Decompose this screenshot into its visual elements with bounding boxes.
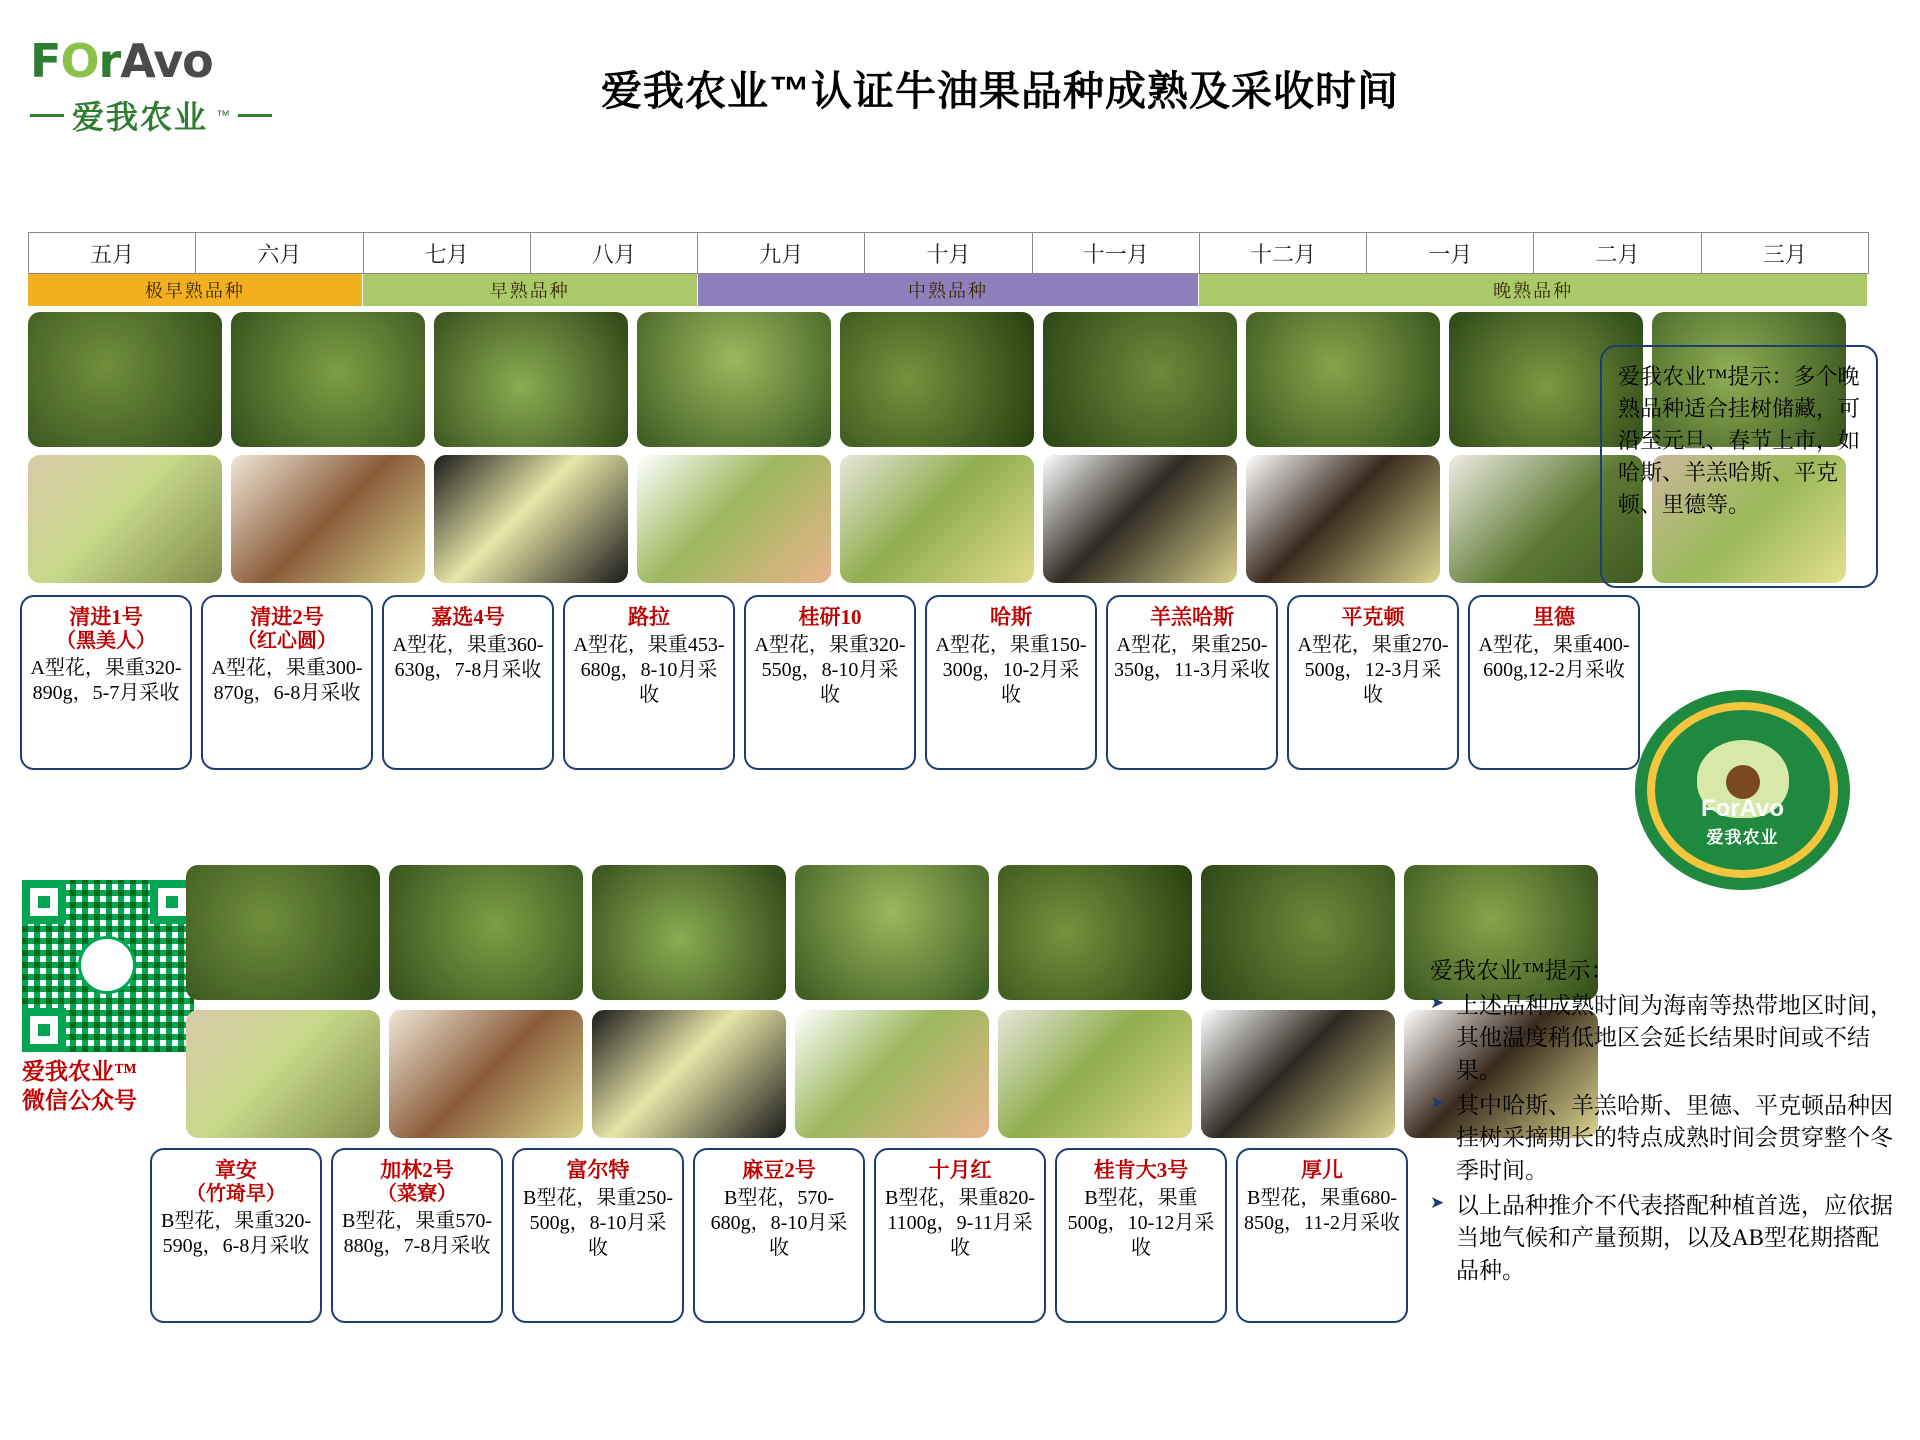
logo-rule-right xyxy=(238,114,272,117)
variety-alias: （竹琦早） xyxy=(186,1182,286,1205)
variety-description: B型花，果重320-590g，6-8月采收 xyxy=(161,1210,311,1258)
logo-letter-f: F xyxy=(30,34,61,88)
season-band: 极早熟品种 xyxy=(28,274,363,306)
variety-name: 嘉选4号 xyxy=(431,605,505,629)
variety-card[interactable] xyxy=(925,595,1097,770)
avocado-fruit-photo xyxy=(186,1010,380,1138)
avocado-fruit-photo xyxy=(231,455,425,583)
month-cell: 七月 xyxy=(363,232,531,274)
variety-card[interactable] xyxy=(1236,1148,1408,1323)
variety-card[interactable] xyxy=(150,1148,322,1323)
variety-card[interactable] xyxy=(201,595,373,770)
variety-name: 加林2号 xyxy=(380,1158,454,1182)
avocado-tree-photo xyxy=(434,312,628,447)
logo-letter-r: r xyxy=(98,34,121,88)
avocado-tree-photo xyxy=(592,865,786,1000)
variety-name: 章安 xyxy=(215,1158,257,1182)
row-b-fruit-photos xyxy=(186,1010,1598,1138)
variety-name: 清进2号 xyxy=(250,605,324,629)
variety-card[interactable] xyxy=(382,595,554,770)
avocado-tree-photo xyxy=(1043,312,1237,447)
variety-description: A型花，果重270-500g，12-3月采收 xyxy=(1297,633,1449,706)
variety-description: A型花，果重320-890g，5-7月采收 xyxy=(30,657,182,705)
logo-subtitle xyxy=(30,92,300,138)
variety-alias: （黑美人） xyxy=(56,629,156,652)
tip-item: ➤ 上述品种成熟时间为海南等热带地区时间，其他温度稍低地区会延长结果时间或不结果。 xyxy=(1430,990,1900,1088)
season-band: 中熟品种 xyxy=(698,274,1200,306)
variety-name: 路拉 xyxy=(628,605,670,629)
avocado-pit-icon xyxy=(1726,765,1760,799)
variety-name: 清进1号 xyxy=(69,605,143,629)
month-cell: 六月 xyxy=(195,232,363,274)
variety-description: B型花，果重500g，10-12月采收 xyxy=(1067,1186,1215,1259)
badge-wordmark: ForAvo xyxy=(1700,795,1785,822)
variety-card[interactable] xyxy=(874,1148,1046,1323)
qr-finder-top-left xyxy=(22,880,66,924)
variety-description: A型花，果重453-680g，8-10月采收 xyxy=(573,633,725,706)
month-cell: 一月 xyxy=(1366,232,1534,274)
tip-item: ➤ 其中哈斯、羊羔哈斯、里德、平克顿品种因挂树采摘期长的特点成熟时间会贯穿整个冬季时间。 xyxy=(1430,1090,1900,1188)
logo-rule-left xyxy=(30,114,64,117)
season-band: 早熟品种 xyxy=(363,274,698,306)
avocado-fruit-photo xyxy=(28,455,222,583)
variety-name: 桂研10 xyxy=(798,605,862,629)
variety-card[interactable] xyxy=(512,1148,684,1323)
avocado-fruit-photo xyxy=(592,1010,786,1138)
avocado-tree-photo xyxy=(840,312,1034,447)
avocado-tree-photo xyxy=(1201,865,1395,1000)
avocado-fruit-photo xyxy=(840,455,1034,583)
qr-caption-line1: 爱我农业™ xyxy=(22,1059,137,1084)
variety-card[interactable] xyxy=(563,595,735,770)
variety-name: 羊羔哈斯 xyxy=(1150,605,1234,629)
tips-items xyxy=(1430,990,1900,1288)
variety-description: A型花，果重320-550g，8-10月采收 xyxy=(754,633,906,706)
variety-description: B型花，果重250-500g，8-10月采收 xyxy=(523,1186,673,1259)
logo-letters-avo: Avo xyxy=(120,34,213,88)
variety-description: B型花，果重570-880g，7-8月采收 xyxy=(342,1210,492,1258)
variety-name: 麻豆2号 xyxy=(742,1158,816,1182)
month-cell: 十二月 xyxy=(1199,232,1367,274)
qr-caption-line2: 微信公众号 xyxy=(22,1087,137,1113)
row-a-variety-cards xyxy=(20,595,1640,770)
month-cell: 五月 xyxy=(28,232,196,274)
tip-box-late-varieties: 爱我农业™提示：多个晚熟品种适合挂树储藏，可沿至元旦、春节上市，如哈斯、羊羔哈斯、平克顿、里德等。 xyxy=(1600,345,1878,588)
variety-description: A型花，果重150-300g，10-2月采收 xyxy=(935,633,1087,706)
row-a-tree-photos xyxy=(28,312,1846,447)
logo-wordmark xyxy=(30,34,300,88)
variety-description: A型花，果重360-630g，7-8月采收 xyxy=(392,633,544,681)
month-cell: 九月 xyxy=(697,232,865,274)
variety-alias: （菜寮） xyxy=(377,1182,457,1205)
logo-chinese-name: 爱我农业 xyxy=(72,99,209,135)
variety-card[interactable] xyxy=(1468,595,1640,770)
avocado-tree-photo xyxy=(186,865,380,1000)
month-cell: 三月 xyxy=(1701,232,1869,274)
variety-name: 里德 xyxy=(1533,605,1575,629)
qr-center-logo xyxy=(78,936,136,994)
season-band: 晚熟品种 xyxy=(1199,274,1868,306)
avocado-tree-photo xyxy=(389,865,583,1000)
row-b-variety-cards xyxy=(150,1148,1408,1323)
avocado-fruit-photo xyxy=(1246,455,1440,583)
qr-caption xyxy=(22,1058,202,1116)
variety-card[interactable] xyxy=(331,1148,503,1323)
variety-description: B型花，果重680-850g，11-2月采收 xyxy=(1244,1186,1400,1234)
avocado-tree-photo xyxy=(795,865,989,1000)
variety-card[interactable] xyxy=(744,595,916,770)
avocado-fruit-photo xyxy=(434,455,628,583)
variety-card[interactable] xyxy=(1106,595,1278,770)
month-cell: 十一月 xyxy=(1032,232,1200,274)
variety-description: B型花，570-680g，8-10月采收 xyxy=(710,1186,848,1259)
tips-heading: 爱我农业™提示： xyxy=(1430,958,1614,983)
tips-list-block xyxy=(1430,955,1900,1290)
variety-card[interactable] xyxy=(1055,1148,1227,1323)
avocado-tree-photo xyxy=(637,312,831,447)
variety-name: 富尔特 xyxy=(566,1158,630,1182)
row-a-fruit-photos xyxy=(28,455,1846,583)
brand-badge xyxy=(1635,690,1850,890)
avocado-fruit-photo xyxy=(389,1010,583,1138)
variety-card[interactable] xyxy=(693,1148,865,1323)
page-title: 爱我农业™认证牛油果品种成熟及采收时间 xyxy=(601,68,1399,114)
brand-logo xyxy=(30,34,300,148)
month-cell: 二月 xyxy=(1533,232,1701,274)
variety-description: B型花，果重820-1100g，9-11月采收 xyxy=(885,1186,1035,1259)
logo-trademark-symbol: ™ xyxy=(216,107,231,123)
badge-chinese-name: 爱我农业 xyxy=(1706,828,1779,847)
variety-name: 桂肯大3号 xyxy=(1093,1158,1189,1182)
variety-name: 厚儿 xyxy=(1301,1158,1343,1182)
wechat-qr-block xyxy=(22,880,202,1116)
variety-card[interactable] xyxy=(1287,595,1459,770)
avocado-fruit-photo xyxy=(998,1010,1192,1138)
avocado-fruit-photo xyxy=(637,455,831,583)
season-band-row xyxy=(28,274,1868,306)
badge-inner xyxy=(1655,710,1830,870)
variety-description: A型花，果重400-600g,12-2月采收 xyxy=(1478,633,1630,681)
variety-name: 哈斯 xyxy=(990,605,1032,629)
avocado-fruit-photo xyxy=(795,1010,989,1138)
variety-description: A型花，果重250-350g，11-3月采收 xyxy=(1114,633,1270,681)
month-header-row xyxy=(28,232,1868,274)
avocado-tree-photo xyxy=(28,312,222,447)
row-b-tree-photos xyxy=(186,865,1598,1000)
variety-card[interactable] xyxy=(20,595,192,770)
qr-finder-bottom-left xyxy=(22,1008,66,1052)
avocado-fruit-photo xyxy=(1043,455,1237,583)
variety-description: A型花，果重300-870g，6-8月采收 xyxy=(211,657,363,705)
variety-alias: （红心圆） xyxy=(237,629,337,652)
avocado-fruit-photo xyxy=(1201,1010,1395,1138)
tip-item: ➤ 以上品种推介不代表搭配种植首选，应依据当地气候和产量预期，以及AB型花期搭配品种。 xyxy=(1430,1190,1900,1288)
month-cell: 八月 xyxy=(530,232,698,274)
avocado-tree-photo xyxy=(1246,312,1440,447)
month-cell: 十月 xyxy=(864,232,1032,274)
avocado-tree-photo xyxy=(231,312,425,447)
avocado-tree-photo xyxy=(998,865,1192,1000)
variety-name: 平克顿 xyxy=(1341,605,1405,629)
qr-code[interactable] xyxy=(22,880,194,1052)
variety-name: 十月红 xyxy=(928,1158,992,1182)
logo-letter-o: O xyxy=(60,34,99,88)
